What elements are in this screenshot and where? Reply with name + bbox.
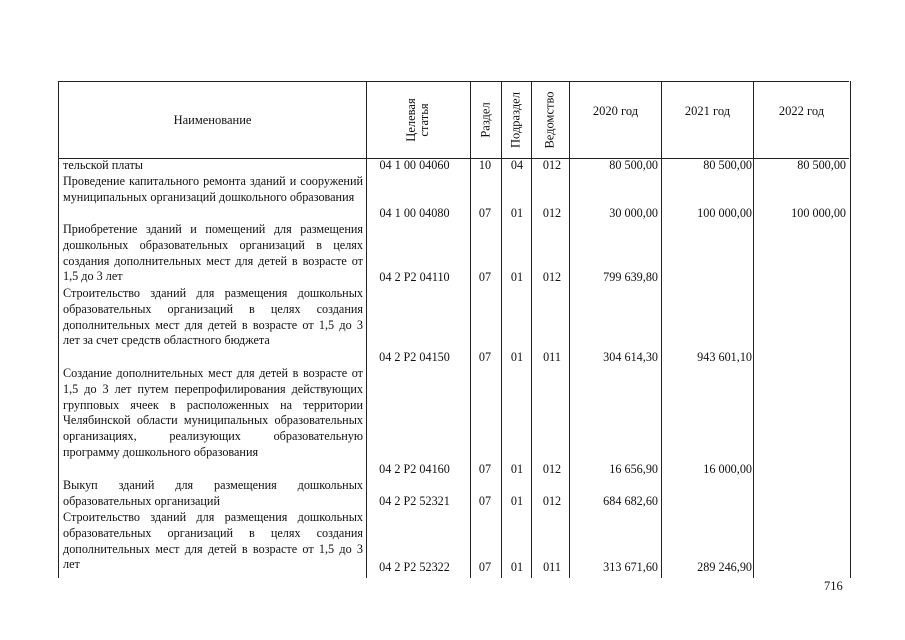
- header-year-2020: 2020 год: [592, 104, 639, 118]
- row-department: 012: [542, 462, 562, 476]
- row-section: 07: [478, 270, 492, 284]
- row-subsection: 01: [510, 462, 524, 476]
- row-value-2020: 16 656,90: [609, 462, 658, 476]
- row-value-2021: 80 500,00: [703, 158, 752, 172]
- row-subsection: 01: [510, 270, 524, 284]
- row-subsection: 01: [510, 494, 524, 508]
- row-section: 07: [478, 560, 492, 574]
- row-article: 04 2 Р2 52321: [379, 494, 450, 508]
- row-subsection: 04: [510, 158, 524, 172]
- row-value-2022: 100 000,00: [791, 206, 846, 220]
- row-section: 10: [478, 158, 492, 172]
- row-section: 07: [478, 494, 492, 508]
- header-year-2021: 2021 год: [684, 104, 731, 118]
- header-name: Наименование: [173, 112, 252, 127]
- row-department: 012: [542, 494, 562, 508]
- row-article: 04 2 Р2 52322: [379, 560, 450, 574]
- row-value-2020: 80 500,00: [609, 158, 658, 172]
- row-subsection: 01: [510, 350, 524, 364]
- row-value-2021: 943 601,10: [697, 350, 752, 364]
- col-divider: [531, 81, 532, 578]
- header-section: Раздел: [478, 102, 493, 138]
- row-subsection: 01: [510, 206, 524, 220]
- row-department: 012: [542, 158, 562, 172]
- col-divider: [470, 81, 471, 578]
- row-article: 04 1 00 04080: [379, 206, 450, 220]
- row-value-2020: 684 682,60: [603, 494, 658, 508]
- col-divider: [501, 81, 502, 578]
- header-department: Ведомство: [542, 91, 557, 149]
- row-value-2021: 289 246,90: [697, 560, 752, 574]
- row-article: 04 2 Р2 04160: [379, 462, 450, 476]
- row-subsection: 01: [510, 560, 524, 574]
- row-name: Выкуп зданий для размещения дошкольных образовательных организаций: [63, 478, 363, 508]
- row-section: 07: [478, 206, 492, 220]
- row-value-2020: 799 639,80: [603, 270, 658, 284]
- row-value-2020: 304 614,30: [603, 350, 658, 364]
- row-department: 012: [542, 270, 562, 284]
- row-name: тельской платы: [63, 158, 143, 172]
- row-value-2020: 313 671,60: [603, 560, 658, 574]
- row-article: 04 2 Р2 04110: [379, 270, 450, 284]
- header-year-2022: 2022 год: [778, 104, 825, 118]
- row-value-2021: 16 000,00: [703, 462, 752, 476]
- row-department: 011: [543, 350, 561, 364]
- row-name: Проведение капитального ремонта зданий и сооружений муниципальных организаций дошкольного образования: [63, 174, 363, 204]
- page-number: 716: [824, 579, 843, 593]
- row-name: Строительство зданий для размещения дошкольных образовательных организаций в целях создания дополнительных мест для детей в возрасте от 1,5 до 3 лет за счет средств областного бюджета: [63, 286, 363, 348]
- row-department: 012: [542, 206, 562, 220]
- row-value-2021: 100 000,00: [697, 206, 752, 220]
- row-name: Создание дополнительных мест для детей в возрасте от 1,5 до 3 лет путем перепрофилирования действующих групповых ячеек в расположенных на территории Челябинской области муниципальных образовательных организациях, реализующих образовательную программу дошкольного образования: [63, 366, 363, 459]
- header-article: Целевая статья: [404, 98, 431, 142]
- row-name: Приобретение зданий и помещений для размещения дошкольных образовательных организаций в целях создания дополнительных мест для детей в возрасте от 1,5 до 3 лет: [63, 222, 363, 284]
- row-department: 011: [543, 560, 561, 574]
- row-value-2020: 30 000,00: [609, 206, 658, 220]
- row-section: 07: [478, 462, 492, 476]
- row-section: 07: [478, 350, 492, 364]
- row-article: 04 2 Р2 04150: [379, 350, 450, 364]
- row-value-2022: 80 500,00: [797, 158, 846, 172]
- header-subsection: Подраздел: [508, 92, 523, 148]
- row-name: Строительство зданий для размещения дошкольных образовательных организаций в целях создания дополнительных мест для детей в возрасте от 1,5 до 3 лет: [63, 510, 363, 572]
- row-article: 04 1 00 04060: [379, 158, 450, 172]
